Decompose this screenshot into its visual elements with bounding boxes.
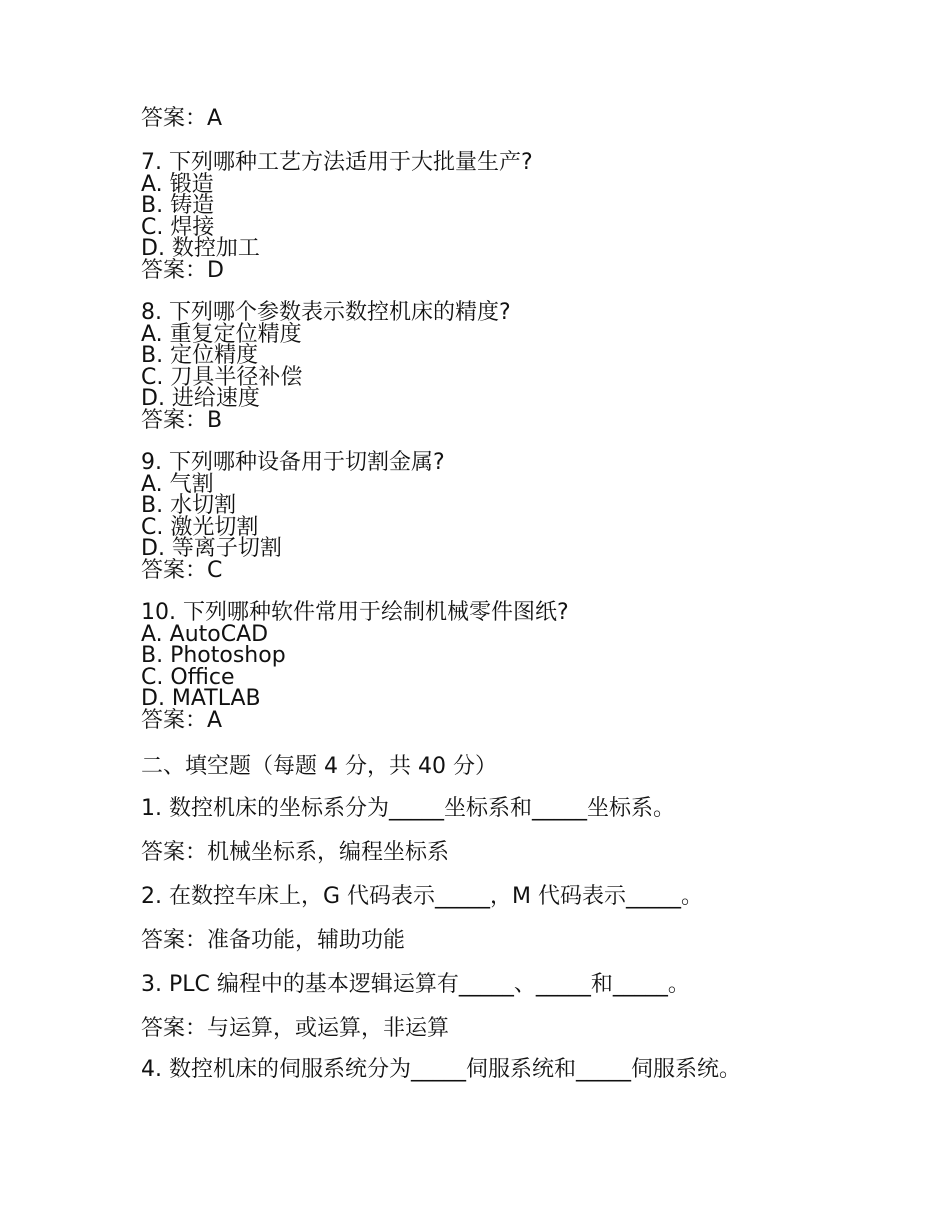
option-d: D. 等离子切割: [141, 536, 282, 561]
fill-question-1: 1. 数控机床的坐标系分为_____坐标系和_____坐标系。: [141, 796, 675, 821]
answer-text: 答案：B: [141, 407, 223, 433]
option-d: D. MATLAB: [141, 686, 261, 711]
answer-q6: 答案：A: [141, 106, 223, 131]
question-text: 9. 下列哪种设备用于切割金属?: [141, 450, 445, 475]
question-block-9: [141, 452, 821, 581]
option-a: A. AutoCAD: [141, 621, 269, 647]
option-b: B. 水切割: [141, 493, 237, 518]
fill-answer-3: 答案：与运算，或运算，非运算: [141, 1016, 450, 1041]
option-b: B. 铸造: [141, 193, 215, 218]
question-text: 7. 下列哪种工艺方法适用于大批量生产?: [141, 150, 533, 175]
option-c: C. 刀具半径补偿: [141, 364, 303, 390]
question-block-10: [141, 602, 821, 731]
option-a: A. 重复定位精度: [141, 321, 302, 347]
answer-text: 答案：C: [141, 557, 223, 583]
fill-answer-1: 答案：机械坐标系，编程坐标系: [141, 840, 450, 865]
fill-answer-2: 答案：准备功能，辅助功能: [141, 928, 406, 953]
fill-question-2: 2. 在数控车床上，G 代码表示_____，M 代码表示_____。: [141, 884, 704, 909]
option-c: C. 激光切割: [141, 514, 259, 540]
question-block-7: [141, 152, 821, 281]
option-b: B. Photoshop: [141, 643, 286, 668]
answer-text: 答案：D: [141, 257, 224, 283]
option-d: D. 数控加工: [141, 236, 260, 261]
fill-question-3: 3. PLC 编程中的基本逻辑运算有_____、_____和_____。: [141, 972, 690, 997]
question-text: 10. 下列哪种软件常用于绘制机械零件图纸?: [141, 600, 569, 625]
question-block-8: [141, 302, 821, 431]
option-a: A. 锻造: [141, 171, 214, 197]
option-a: A. 气割: [141, 471, 214, 497]
answer-text: 答案：A: [141, 707, 223, 733]
option-b: B. 定位精度: [141, 343, 259, 368]
section-title-fill-in: 二、填空题（每题 4 分，共 40 分）: [141, 754, 497, 779]
fill-question-4: 4. 数控机床的伺服系统分为_____伺服系统和_____伺服系统。: [141, 1057, 741, 1082]
document-page: [141, 104, 821, 1096]
option-d: D. 进给速度: [141, 386, 260, 411]
option-c: C. Office: [141, 664, 235, 690]
question-text: 8. 下列哪个参数表示数控机床的精度?: [141, 300, 511, 325]
option-c: C. 焊接: [141, 214, 215, 240]
